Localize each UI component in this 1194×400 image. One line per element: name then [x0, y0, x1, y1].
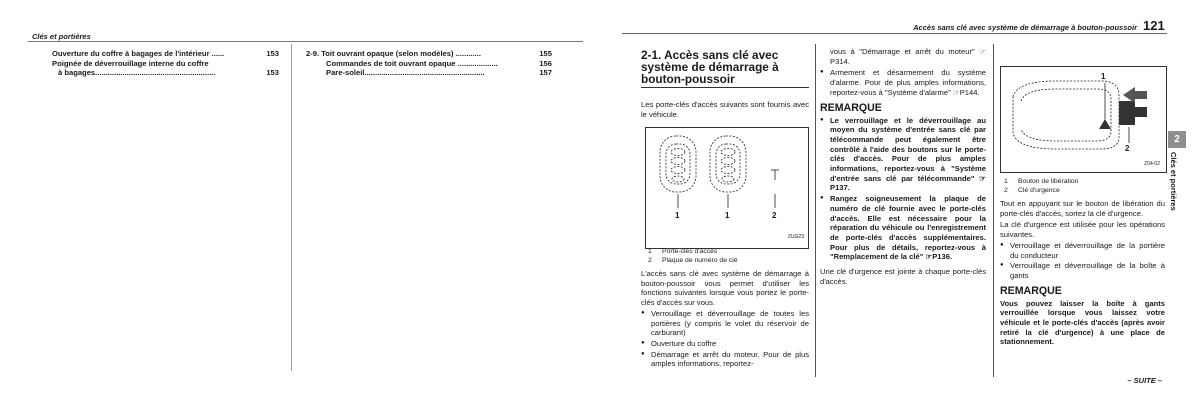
legend-number: 2 [1004, 187, 1008, 194]
figure-1-legend [648, 247, 808, 265]
list-item: ● Ouverture du coffre [641, 339, 809, 349]
toc-entry[interactable] [52, 59, 279, 69]
legend-item [1004, 186, 1164, 195]
key-fob-illustration [646, 128, 808, 248]
emergency-key-illustration [1001, 67, 1166, 172]
toc-column-2 [306, 49, 552, 78]
right-column-3-body [1000, 199, 1165, 347]
toc-entry-page: 157 [539, 68, 552, 78]
chapter-tab-label: Clés et portières [1169, 152, 1178, 211]
paragraph: vous à "Démarrage et arrêt du moteur" ☞P314. [830, 47, 986, 66]
toc-entry-page: 153 [266, 49, 279, 58]
right-column-1 [641, 49, 809, 119]
paragraph: L'accès sans clé avec système de démarrage à bouton-poussoir vous permet d'utiliser les fonctions suivantes lorsque vous portez le porte-clés d'accès sur vous. [641, 269, 809, 308]
toc-entry-page: 155 [539, 49, 552, 58]
key-number-plate [771, 170, 779, 180]
list-item: ● Verrouillage et déverrouillage de la boîte à gants [1000, 261, 1165, 280]
toc-column-1 [52, 49, 279, 78]
figure-key-fobs [645, 127, 809, 249]
list-item: ● Armement et désarmement du système d'alarme. Pour de plus amples informations, reportez-vous à "Système d'alarme" ☞P144. [820, 68, 986, 97]
callout-2: 2 [772, 211, 777, 220]
legend-item [1004, 177, 1164, 186]
chapter-tab-number: 2 [1168, 131, 1186, 148]
toc-entry[interactable] [306, 59, 552, 69]
column-divider [815, 44, 816, 377]
callout-leaders [678, 194, 775, 208]
key-fob-2 [710, 136, 746, 192]
legend-label: Bouton de libération [1018, 178, 1079, 185]
toc-entry-title: 2-9. Toit ouvrant opaque (selon modèles) ............ [306, 49, 481, 58]
feature-list [1000, 241, 1165, 281]
release-button-arrow-icon [1099, 119, 1111, 129]
column-divider [993, 44, 994, 377]
list-item: ● Démarrage et arrêt du moteur. Pour de plus amples informations, reportez- [641, 350, 809, 369]
paragraph: La clé d'urgence est utilisée pour les opérations suivantes. [1000, 220, 1165, 240]
paragraph: Tout en appuyant sur le bouton de libération du porte-clés d'accès, sortez la clé d'urgence. [1000, 199, 1165, 218]
emergency-key [1119, 101, 1147, 125]
feature-list [820, 68, 986, 97]
key-fob-outline [1013, 81, 1119, 149]
callout-1: 1 [1101, 72, 1106, 81]
legend-label: Plaque de numéro de clé [662, 257, 738, 264]
remark-paragraph: Vous pouvez laisser la boîte à gants verrouillée lorsque vous laissez votre véhicule et le porte-clés d'accès (après avoir retiré la clé d'urgence) à une place de stationnement. [1000, 298, 1165, 347]
legend-number: 1 [1004, 178, 1008, 185]
figure-2-legend [1004, 177, 1164, 195]
arrow-icon [1123, 87, 1147, 103]
figure-code: ZUG23 [787, 234, 804, 240]
right-column-1-body [641, 269, 809, 370]
callout-1: 1 [675, 211, 680, 220]
left-page-header: Clés et portières [32, 32, 91, 41]
remark-heading: REMARQUE [820, 101, 882, 114]
list-item: ● Le verrouillage et le déverrouillage au moyen du système d'entrée sans clé par télécommande peut également être contrôlé à l'aide des boutons sur le porte-clés d'accès. Pour de plus amples informations, reportez-vous à "Système d'entrée sans clé par télécommande" ☞P137. [820, 116, 986, 194]
toc-entry[interactable] [306, 49, 552, 59]
section-title-line: bouton-poussoir [641, 72, 735, 86]
list-item: ● Verrouillage et déverrouillage de la portière du conducteur [1000, 241, 1165, 260]
toc-entry-page: 156 [539, 58, 552, 68]
left-column-divider [291, 44, 292, 371]
continued-footer: – SUITE – [1127, 376, 1162, 385]
right-column-2 [820, 47, 986, 286]
toc-entry[interactable] [52, 68, 279, 78]
callout-2: 2 [1125, 144, 1130, 153]
legend-number: 1 [648, 248, 652, 255]
legend-item [648, 247, 808, 256]
legend-item [648, 256, 808, 265]
toc-entry-title: à bagages......................................................... [58, 68, 216, 78]
figure-emergency-key [1000, 66, 1167, 173]
paragraph: Une clé d'urgence est jointe à chaque porte-clés d'accès. [820, 267, 986, 286]
toc-entry[interactable] [52, 49, 279, 59]
callout-1: 1 [725, 211, 730, 220]
toc-entry-title: Ouverture du coffre à bagages de l'intérieur ...... [52, 49, 225, 58]
section-title-rule [641, 87, 809, 88]
legend-label: Porte-clés d'accès [662, 248, 718, 255]
toc-entry-title: Poignée de déverrouillage interne du coffre [52, 58, 209, 68]
remark-heading: REMARQUE [1000, 284, 1062, 297]
feature-list [641, 309, 809, 369]
legend-label: Clé d'urgence [1018, 187, 1060, 194]
intro-paragraph: Les porte-clés d'accès suivants sont fournis avec le véhicule. [641, 100, 809, 119]
list-item: ● Rangez soigneusement la plaque de numéro de clé fournie avec le porte-clés d'accès. Elle est nécessaire pour la réparation du véhicule ou l'enregistrement de porte-clés d'accès supplémentaires. Pour plus de détails, reportez-vous à "Remplacement de la clé" ☞P136. [820, 194, 986, 262]
legend-number: 2 [648, 257, 652, 264]
right-header-rule [622, 33, 1167, 34]
toc-entry[interactable] [306, 68, 552, 78]
toc-entry-page: 153 [266, 68, 279, 78]
section-title [641, 49, 809, 85]
left-header-rule [28, 41, 583, 42]
figure-code: Z04-02 [1144, 161, 1160, 167]
remark-list [820, 116, 986, 263]
key-fob-1 [660, 136, 696, 192]
list-item: ● Verrouillage et déverrouillage de toutes les portières (y compris le volet du réservoir de carburant) [641, 309, 809, 338]
page-number: 121 [1143, 18, 1165, 33]
right-page-header: Accès sans clé avec système de démarrage à bouton-poussoir [913, 23, 1137, 32]
toc-entry-title: Commandes de toit ouvrant opaque ................... [326, 58, 498, 68]
section-title-line: 2-1. Accès sans clé avec [641, 48, 779, 62]
section-title-line: système de démarrage à [641, 60, 779, 74]
toc-entry-title: Pare-soleil......................................................... [326, 68, 485, 78]
